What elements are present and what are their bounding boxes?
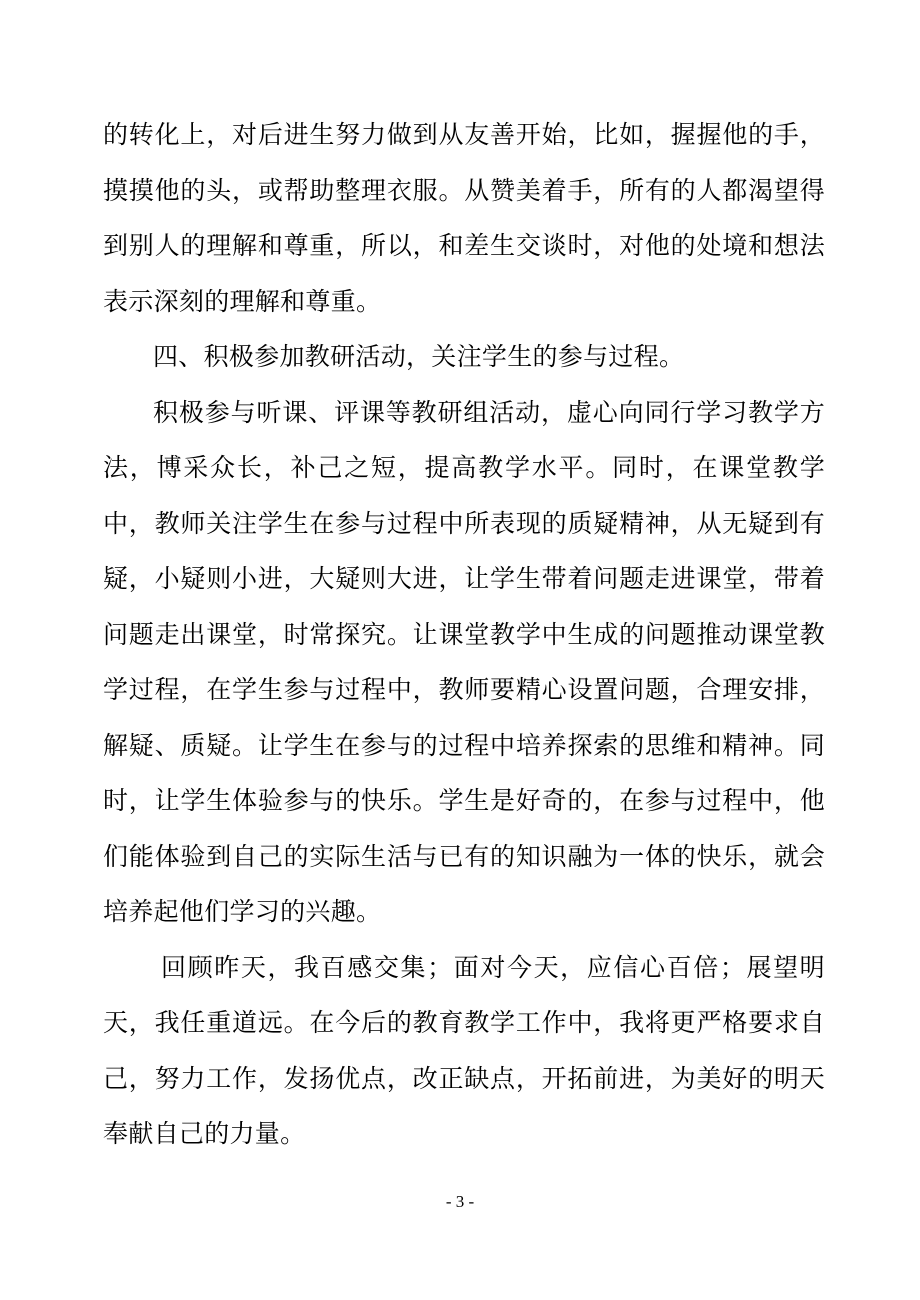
document-body bbox=[103, 107, 825, 1162]
section-heading-four: 四、积极参加教研活动，关注学生的参与过程。 bbox=[153, 342, 685, 371]
page-number: - 3 - bbox=[445, 1192, 475, 1211]
paragraph-continuation: 的转化上，对后进生努力做到从友善开始，比如，握握他的手，摸摸他的头，或帮助整理衣服。从赞美着手，所有的人都渴望得到别人的理解和尊重，所以，和差生交谈时，对他的处境和想法表示深刻的理解和尊重。 bbox=[103, 120, 825, 316]
paragraph-section-four-body: 积极参与听课、评课等教研组活动，虚心向同行学习教学方法，博采众长，补己之短，提高教学水平。同时，在课堂教学中，教师关注学生在参与过程中所表现的质疑精神，从无疑到有疑，小疑则小进，大疑则大进，让学生带着问题走进课堂，带着问题走出课堂，时常探究。让课堂教学中生成的问题推动课堂教学过程，在学生参与过程中，教师要精心设置问题，合理安排，解疑、质疑。让学生在参与的过程中培养探索的思维和精神。同时，让学生体验参与的快乐。学生是好奇的，在参与过程中，他们能体验到自己的实际生活与已有的知识融为一体的快乐，就会培养起他们学习的兴趣。 bbox=[103, 397, 825, 926]
paragraph-conclusion: 回顾昨天，我百感交集；面对今天，应信心百倍；展望明天，我任重道远。在今后的教育教学工作中，我将更严格要求自己，努力工作，发扬优点，改正缺点，开拓前进，为美好的明天奉献自己的力量。 bbox=[103, 952, 825, 1148]
